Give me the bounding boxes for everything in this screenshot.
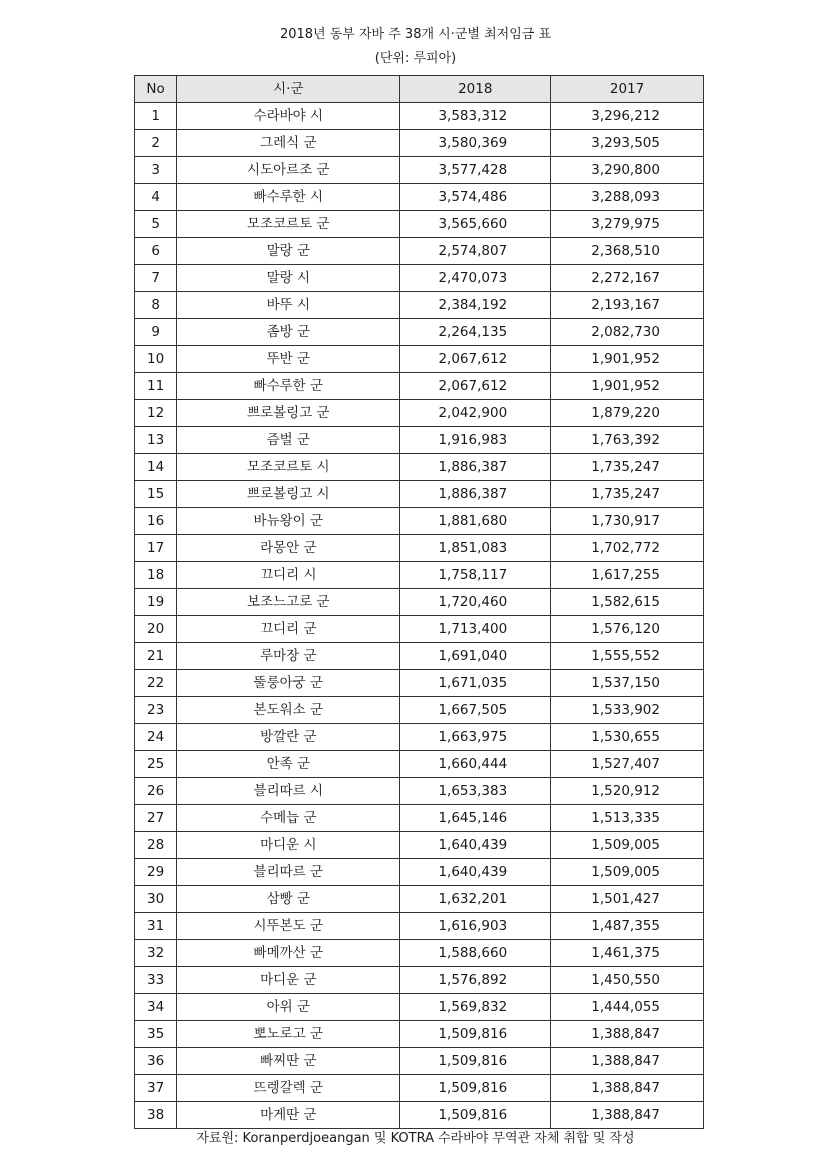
- row-no: 2: [135, 130, 177, 157]
- row-wage-2017: 1,879,220: [551, 400, 704, 427]
- table-row: [135, 994, 704, 1021]
- header-region: 시·군: [177, 76, 400, 103]
- row-wage-2018: 2,574,807: [400, 238, 551, 265]
- row-wage-2018: 1,640,439: [400, 859, 551, 886]
- table-row: [135, 778, 704, 805]
- row-region: 마게딴 군: [177, 1102, 400, 1129]
- row-wage-2018: 2,067,612: [400, 346, 551, 373]
- row-no: 24: [135, 724, 177, 751]
- row-wage-2018: 1,720,460: [400, 589, 551, 616]
- table-row: [135, 292, 704, 319]
- row-no: 12: [135, 400, 177, 427]
- table-row: [135, 346, 704, 373]
- table-row: [135, 589, 704, 616]
- row-no: 33: [135, 967, 177, 994]
- row-region: 마디운 시: [177, 832, 400, 859]
- row-wage-2018: 1,916,983: [400, 427, 551, 454]
- minimum-wage-table: [134, 75, 704, 1129]
- row-no: 13: [135, 427, 177, 454]
- table-row: [135, 265, 704, 292]
- row-region: 안족 군: [177, 751, 400, 778]
- row-wage-2018: 2,470,073: [400, 265, 551, 292]
- row-region: 그레식 군: [177, 130, 400, 157]
- row-wage-2018: 1,632,201: [400, 886, 551, 913]
- table-row: [135, 508, 704, 535]
- row-no: 25: [135, 751, 177, 778]
- row-region: 수메늡 군: [177, 805, 400, 832]
- row-region: 블리따르 시: [177, 778, 400, 805]
- row-wage-2017: 3,296,212: [551, 103, 704, 130]
- row-region: 끄디리 시: [177, 562, 400, 589]
- row-region: 수라바야 시: [177, 103, 400, 130]
- row-wage-2018: 1,691,040: [400, 643, 551, 670]
- table-row: [135, 535, 704, 562]
- row-region: 시뚜본도 군: [177, 913, 400, 940]
- row-wage-2017: 1,527,407: [551, 751, 704, 778]
- row-region: 빠메까산 군: [177, 940, 400, 967]
- table-row: [135, 319, 704, 346]
- table-row: [135, 616, 704, 643]
- header-2017: 2017: [551, 76, 704, 103]
- row-no: 23: [135, 697, 177, 724]
- row-wage-2017: 1,487,355: [551, 913, 704, 940]
- table-row: [135, 454, 704, 481]
- row-region: 모조코르토 시: [177, 454, 400, 481]
- row-wage-2018: 3,574,486: [400, 184, 551, 211]
- table-row: [135, 211, 704, 238]
- row-no: 35: [135, 1021, 177, 1048]
- row-no: 4: [135, 184, 177, 211]
- row-wage-2018: 1,851,083: [400, 535, 551, 562]
- table-row: [135, 562, 704, 589]
- row-wage-2018: 2,042,900: [400, 400, 551, 427]
- table-row: [135, 967, 704, 994]
- row-wage-2017: 1,501,427: [551, 886, 704, 913]
- row-wage-2017: 1,388,847: [551, 1048, 704, 1075]
- row-no: 17: [135, 535, 177, 562]
- row-wage-2017: 3,288,093: [551, 184, 704, 211]
- row-region: 바뉴왕이 군: [177, 508, 400, 535]
- row-region: 삼빵 군: [177, 886, 400, 913]
- table-row: [135, 697, 704, 724]
- row-no: 19: [135, 589, 177, 616]
- row-no: 10: [135, 346, 177, 373]
- row-wage-2018: 1,663,975: [400, 724, 551, 751]
- row-wage-2017: 1,537,150: [551, 670, 704, 697]
- table-row: [135, 400, 704, 427]
- header-2018: 2018: [400, 76, 551, 103]
- row-wage-2017: 1,388,847: [551, 1021, 704, 1048]
- row-wage-2018: 3,583,312: [400, 103, 551, 130]
- table-row: [135, 1075, 704, 1102]
- row-no: 21: [135, 643, 177, 670]
- row-wage-2017: 1,509,005: [551, 859, 704, 886]
- row-wage-2018: 1,758,117: [400, 562, 551, 589]
- row-wage-2018: 1,576,892: [400, 967, 551, 994]
- row-no: 8: [135, 292, 177, 319]
- row-region: 뜨렝갈렉 군: [177, 1075, 400, 1102]
- table-title: 2018년 동부 자바 주 38개 시·군별 최저임금 표: [279, 27, 552, 42]
- table-row: [135, 373, 704, 400]
- row-wage-2017: 1,520,912: [551, 778, 704, 805]
- row-region: 끄디리 군: [177, 616, 400, 643]
- row-wage-2018: 3,580,369: [400, 130, 551, 157]
- row-wage-2018: 3,577,428: [400, 157, 551, 184]
- row-region: 아위 군: [177, 994, 400, 1021]
- table-row: [135, 130, 704, 157]
- row-no: 28: [135, 832, 177, 859]
- row-wage-2018: 3,565,660: [400, 211, 551, 238]
- table-row: [135, 832, 704, 859]
- row-region: 빠수루한 시: [177, 184, 400, 211]
- row-region: 본도워소 군: [177, 697, 400, 724]
- row-region: 보조느고로 군: [177, 589, 400, 616]
- row-wage-2018: 1,509,816: [400, 1048, 551, 1075]
- row-wage-2017: 2,272,167: [551, 265, 704, 292]
- row-region: 뚜반 군: [177, 346, 400, 373]
- header-no: No: [135, 76, 177, 103]
- row-no: 11: [135, 373, 177, 400]
- row-no: 16: [135, 508, 177, 535]
- row-no: 1: [135, 103, 177, 130]
- row-wage-2017: 1,388,847: [551, 1102, 704, 1129]
- row-region: 말랑 군: [177, 238, 400, 265]
- unit-note: (단위: 루피아): [374, 51, 457, 66]
- table-row: [135, 1021, 704, 1048]
- table-row: [135, 1102, 704, 1129]
- table-row: [135, 940, 704, 967]
- row-wage-2017: 1,461,375: [551, 940, 704, 967]
- table-row: [135, 184, 704, 211]
- row-region: 라몽안 군: [177, 535, 400, 562]
- row-wage-2017: 1,730,917: [551, 508, 704, 535]
- row-wage-2017: 1,388,847: [551, 1075, 704, 1102]
- row-wage-2017: 3,290,800: [551, 157, 704, 184]
- row-wage-2017: 1,576,120: [551, 616, 704, 643]
- source-note: 자료원: Koranperdjoeangan 및 KOTRA 수라바야 무역관 자체 취합 및 작성: [196, 1131, 635, 1146]
- table-row: [135, 886, 704, 913]
- table-row: [135, 427, 704, 454]
- row-region: 루마장 군: [177, 643, 400, 670]
- row-region: 말랑 시: [177, 265, 400, 292]
- row-wage-2017: 1,530,655: [551, 724, 704, 751]
- table-row: [135, 238, 704, 265]
- row-wage-2017: 1,901,952: [551, 346, 704, 373]
- row-wage-2017: 3,293,505: [551, 130, 704, 157]
- row-no: 3: [135, 157, 177, 184]
- row-wage-2018: 1,616,903: [400, 913, 551, 940]
- table-row: [135, 670, 704, 697]
- row-no: 9: [135, 319, 177, 346]
- row-wage-2018: 1,645,146: [400, 805, 551, 832]
- row-no: 27: [135, 805, 177, 832]
- row-wage-2017: 1,513,335: [551, 805, 704, 832]
- row-region: 시도아르조 군: [177, 157, 400, 184]
- row-wage-2017: 1,763,392: [551, 427, 704, 454]
- row-wage-2017: 1,735,247: [551, 481, 704, 508]
- row-wage-2018: 1,667,505: [400, 697, 551, 724]
- row-region: 좀방 군: [177, 319, 400, 346]
- row-wage-2017: 1,509,005: [551, 832, 704, 859]
- row-no: 6: [135, 238, 177, 265]
- table-row: [135, 751, 704, 778]
- row-no: 5: [135, 211, 177, 238]
- row-no: 18: [135, 562, 177, 589]
- row-wage-2018: 1,588,660: [400, 940, 551, 967]
- table-row: [135, 859, 704, 886]
- row-wage-2017: 1,617,255: [551, 562, 704, 589]
- table-row: [135, 103, 704, 130]
- row-wage-2017: 1,450,550: [551, 967, 704, 994]
- row-wage-2017: 2,193,167: [551, 292, 704, 319]
- row-no: 31: [135, 913, 177, 940]
- table-row: [135, 643, 704, 670]
- row-region: 즘벌 군: [177, 427, 400, 454]
- row-no: 20: [135, 616, 177, 643]
- table-row: [135, 481, 704, 508]
- row-region: 블리따르 군: [177, 859, 400, 886]
- row-region: 뽀노로고 군: [177, 1021, 400, 1048]
- table-body: [135, 103, 704, 1129]
- row-no: 22: [135, 670, 177, 697]
- row-wage-2018: 2,384,192: [400, 292, 551, 319]
- row-no: 34: [135, 994, 177, 1021]
- row-no: 38: [135, 1102, 177, 1129]
- row-wage-2018: 2,067,612: [400, 373, 551, 400]
- row-region: 뚤룽아궁 군: [177, 670, 400, 697]
- row-no: 32: [135, 940, 177, 967]
- row-wage-2018: 1,569,832: [400, 994, 551, 1021]
- row-wage-2018: 1,640,439: [400, 832, 551, 859]
- row-wage-2018: 2,264,135: [400, 319, 551, 346]
- row-no: 14: [135, 454, 177, 481]
- row-region: 빠수루한 군: [177, 373, 400, 400]
- row-wage-2018: 1,886,387: [400, 454, 551, 481]
- row-region: 쁘로볼링고 시: [177, 481, 400, 508]
- row-wage-2018: 1,660,444: [400, 751, 551, 778]
- row-wage-2017: 1,555,552: [551, 643, 704, 670]
- row-region: 모조코르토 군: [177, 211, 400, 238]
- row-no: 30: [135, 886, 177, 913]
- row-wage-2018: 1,509,816: [400, 1102, 551, 1129]
- row-no: 7: [135, 265, 177, 292]
- row-wage-2017: 3,279,975: [551, 211, 704, 238]
- table-row: [135, 805, 704, 832]
- row-region: 쁘로볼링고 군: [177, 400, 400, 427]
- row-wage-2018: 1,509,816: [400, 1075, 551, 1102]
- row-wage-2017: 1,735,247: [551, 454, 704, 481]
- table-row: [135, 724, 704, 751]
- row-region: 빠찌딴 군: [177, 1048, 400, 1075]
- row-no: 29: [135, 859, 177, 886]
- row-wage-2017: 1,702,772: [551, 535, 704, 562]
- table-row: [135, 1048, 704, 1075]
- row-wage-2018: 1,671,035: [400, 670, 551, 697]
- row-wage-2017: 1,444,055: [551, 994, 704, 1021]
- row-wage-2018: 1,509,816: [400, 1021, 551, 1048]
- row-wage-2018: 1,653,383: [400, 778, 551, 805]
- table-row: [135, 157, 704, 184]
- row-no: 37: [135, 1075, 177, 1102]
- row-wage-2017: 2,368,510: [551, 238, 704, 265]
- row-no: 15: [135, 481, 177, 508]
- row-wage-2018: 1,713,400: [400, 616, 551, 643]
- row-wage-2017: 2,082,730: [551, 319, 704, 346]
- row-wage-2017: 1,533,902: [551, 697, 704, 724]
- row-region: 방깔란 군: [177, 724, 400, 751]
- header-row: [135, 76, 704, 103]
- row-no: 26: [135, 778, 177, 805]
- row-region: 마디운 군: [177, 967, 400, 994]
- row-region: 바뚜 시: [177, 292, 400, 319]
- row-wage-2017: 1,582,615: [551, 589, 704, 616]
- row-no: 36: [135, 1048, 177, 1075]
- row-wage-2018: 1,886,387: [400, 481, 551, 508]
- row-wage-2018: 1,881,680: [400, 508, 551, 535]
- row-wage-2017: 1,901,952: [551, 373, 704, 400]
- table-row: [135, 913, 704, 940]
